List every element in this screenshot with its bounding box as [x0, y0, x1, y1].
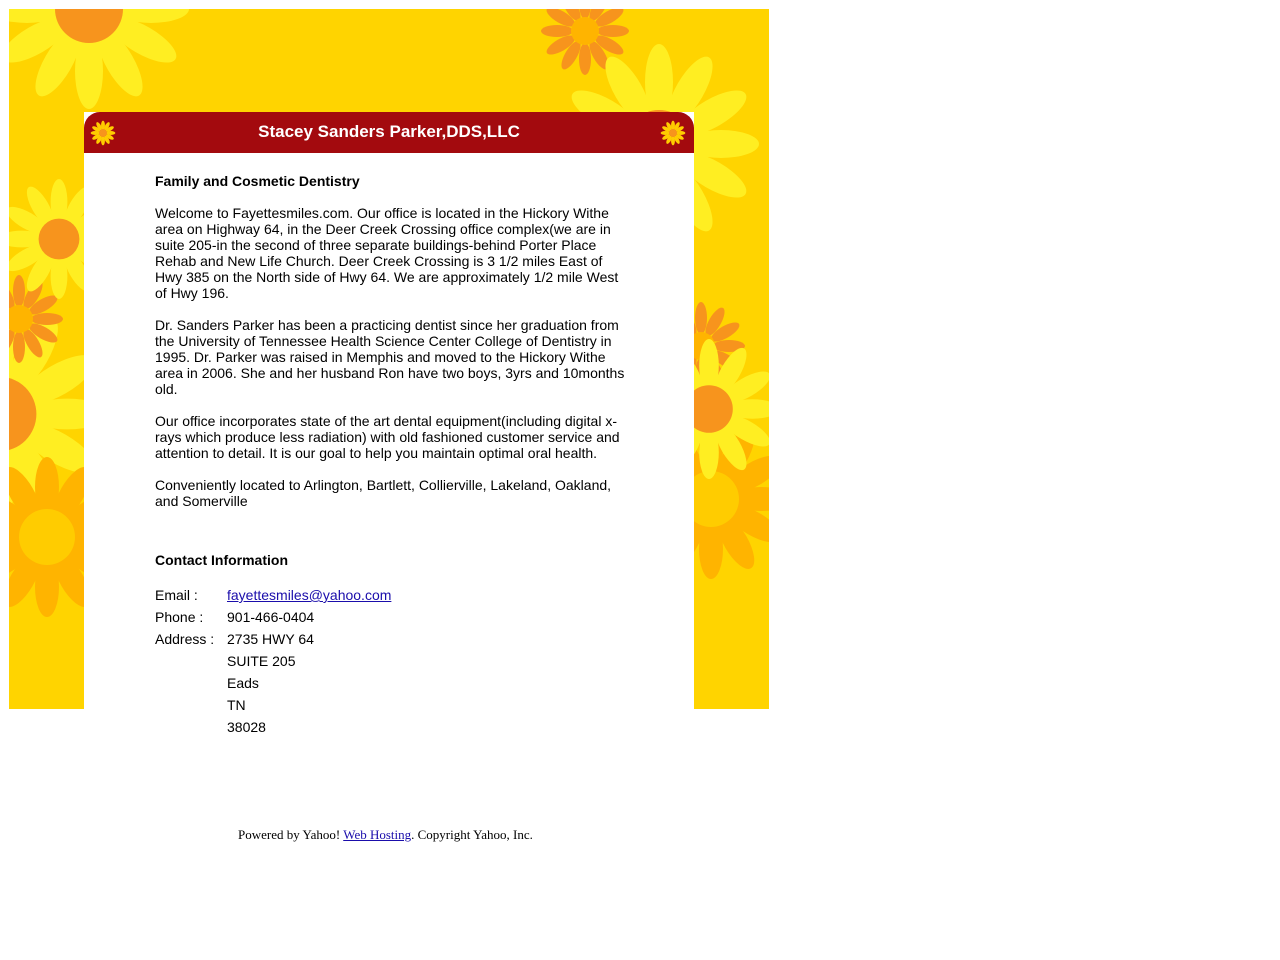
contact-address-row [155, 694, 625, 716]
page-title: Stacey Sanders Parker,DDS,LLC [258, 122, 520, 141]
sunflower-icon [660, 120, 686, 146]
email-label: Email : [155, 587, 198, 603]
address-line: 2735 HWY 64 [227, 631, 314, 647]
intro-paragraph-office: Our office incorporates state of the art dental equipment(including digital x-rays which produce less radiation) with old fashioned customer service and attention to detail. It is our goal to help you maintain optimal oral health. [155, 413, 620, 461]
site-header [84, 112, 694, 153]
contact-phone-row [155, 606, 625, 628]
email-link[interactable]: fayettesmiles@yahoo.com [227, 587, 392, 603]
intro-paragraph-location: Conveniently located to Arlington, Bartlett, Collierville, Lakeland, Oakland, and Somerville [155, 477, 612, 509]
footer [238, 827, 533, 843]
contact-info [155, 584, 625, 738]
contact-address-row [155, 672, 625, 694]
intro-heading: Family and Cosmetic Dentistry [155, 173, 360, 189]
contact-address-row [155, 628, 625, 650]
footer-prefix: Powered by Yahoo! [238, 827, 344, 842]
footer-suffix: . Copyright Yahoo, Inc. [411, 827, 533, 842]
address-line: TN [227, 697, 246, 713]
address-line: Eads [227, 675, 259, 691]
web-hosting-link[interactable]: Web Hosting [343, 827, 412, 842]
contact-address-row [155, 650, 625, 672]
phone-label: Phone : [155, 609, 204, 625]
contact-email-row [155, 584, 625, 606]
contact-heading: Contact Information [155, 552, 288, 568]
address-line: SUITE 205 [227, 653, 296, 669]
address-line: 38028 [227, 719, 266, 735]
address-label: Address : [155, 631, 215, 647]
main-content [155, 173, 625, 738]
phone-value: 901-466-0404 [227, 609, 315, 625]
intro-paragraph-welcome: Welcome to Fayettesmiles.com. Our office is located in the Hickory Withe area on Highway 64, in the Deer Creek Crossing office complex(we are in suite 205-in the second of three separate buildings-behind Porter Place Rehab and New Life Church. Deer Creek Crossing is 3 1/2 miles East of Hwy 385 on the North side of Hwy 64. We are approximately 1/2 mile West of Hwy 196. [155, 205, 619, 301]
contact-address-row [155, 716, 625, 738]
intro-paragraph-dentist: Dr. Sanders Parker has been a practicing dentist since her graduation from the University of Tennessee Health Science Center College of Dentistry in 1995. Dr. Parker was raised in Memphis and moved to the Hickory Withe area in 2006. She and her husband Ron have two boys, 3yrs and 10months old. [155, 317, 625, 397]
